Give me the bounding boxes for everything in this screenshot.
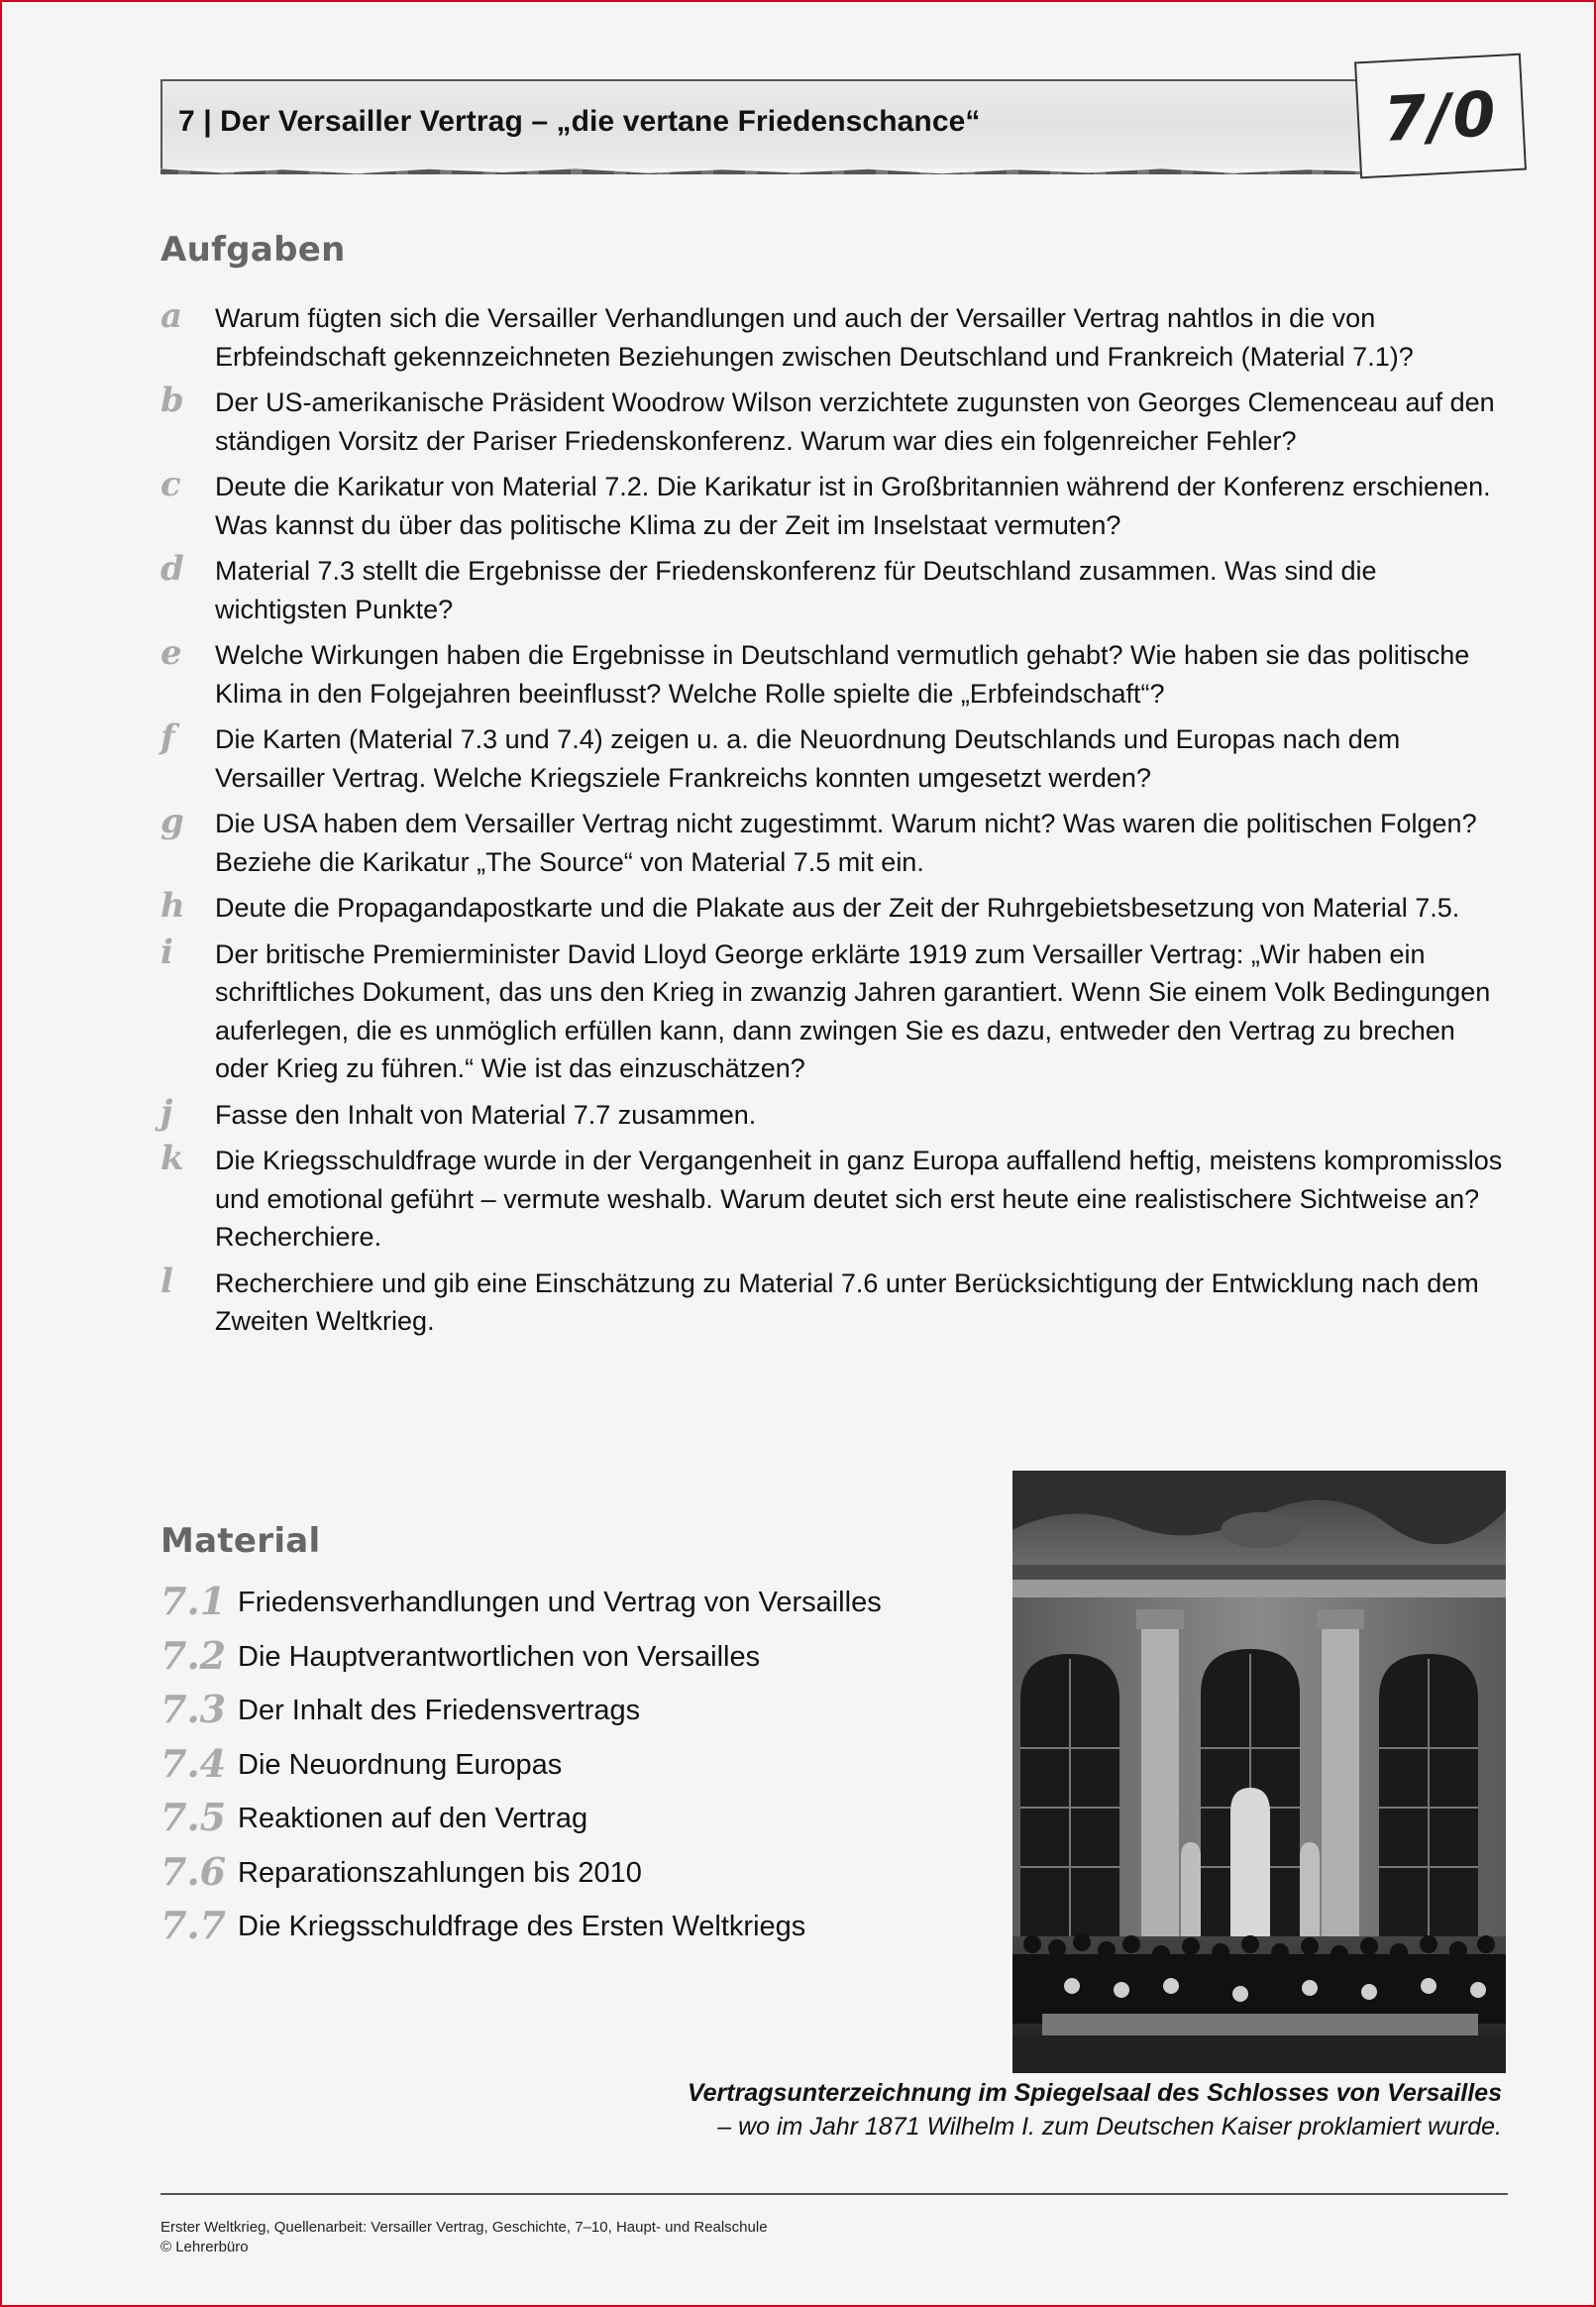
material-label: Die Kriegsschuldfrage des Ersten Weltkriegs: [238, 1911, 806, 1942]
material-item: [160, 1579, 973, 1637]
task-item: [160, 886, 1508, 928]
tasks-heading: Aufgaben: [160, 230, 346, 270]
task-item: [160, 1261, 1508, 1341]
task-letter: e: [160, 633, 182, 673]
task-text: Deute die Karikatur von Material 7.2. Die Karikatur ist in Großbritannien während der Konferenz erschienen. Was kannst du über das politische Klima zu der Zeit im Inselstaat vermuten?: [215, 472, 1491, 540]
material-item: [160, 1848, 973, 1908]
task-letter: k: [160, 1139, 184, 1178]
photo-caption: [688, 2076, 1502, 2143]
task-text: Fasse den Inhalt von Material 7.7 zusammen.: [215, 1099, 757, 1130]
material-number: 7.7: [160, 1903, 227, 1947]
material-label: Friedensverhandlungen und Vertrag von Versailles: [238, 1587, 882, 1618]
caption-text: – wo im Jahr 1871 Wilhelm I. zum Deutschen Kaiser proklamiert wurde.: [717, 2113, 1502, 2141]
page-number: 7/0: [1381, 76, 1500, 156]
task-letter: l: [160, 1261, 173, 1301]
material-label: Die Hauptverantwortlichen von Versailles: [238, 1640, 761, 1673]
material-label: Der Inhalt des Friedensvertrags: [238, 1695, 641, 1726]
task-text: Recherchiere und gib eine Einschätzung zu Material 7.6 unter Berücksichtigung der Entwicklung nach dem Zweiten Weltkrieg.: [215, 1267, 1479, 1336]
material-number: 7.5: [160, 1795, 227, 1839]
task-letter: h: [160, 886, 185, 926]
footer: [160, 2218, 768, 2257]
task-item: [160, 549, 1508, 628]
task-letter: d: [160, 549, 184, 589]
task-item: [160, 381, 1508, 460]
page-number-box: [1354, 54, 1527, 179]
material-number: 7.1: [160, 1579, 227, 1623]
task-text: Die USA haben dem Versailler Vertrag nicht zugestimmt. Warum nicht? Was waren die politischen Folgen? Beziehe die Karikatur „The Source“ von Material 7.5 mit ein.: [215, 809, 1477, 877]
material-item: [160, 1903, 973, 1961]
footer-divider: [160, 2193, 1508, 2195]
task-item: [160, 717, 1508, 797]
material-item: [160, 1632, 973, 1692]
task-list: [160, 296, 1508, 1349]
task-item: [160, 633, 1508, 713]
hall-of-mirrors-photo: [1012, 1471, 1506, 2073]
task-text: Die Karten (Material 7.3 und 7.4) zeigen u. a. die Neuordnung Deutschlands und Europas nach dem Versailler Vertrag. Welche Kriegsziele Frankreichs konnten umgesetzt werden?: [215, 724, 1401, 793]
footer-source: Erster Weltkrieg, Quellenarbeit: Versailler Vertrag, Geschichte, 7–10, Haupt- und Realschule: [160, 2219, 768, 2236]
task-text: Deute die Propagandapostkarte und die Plakate aus der Zeit der Ruhrgebietsbesetzung von Material 7.5.: [215, 893, 1460, 923]
material-item: [160, 1740, 973, 1800]
task-item: [160, 1092, 1508, 1135]
task-letter: c: [160, 465, 181, 504]
task-letter: f: [160, 717, 175, 757]
material-number: 7.4: [160, 1740, 227, 1786]
task-text: Der US-amerikanische Präsident Woodrow Wilson verzichtete zugunsten von Georges Clemenceau auf den ständigen Vorsitz der Pariser Friedenskonferenz. Warum war dies ein folgenreicher Fehler?: [215, 387, 1495, 456]
worksheet-page: [2, 2, 1594, 2305]
footer-copyright: © Lehrerbüro: [160, 2239, 249, 2255]
task-item: [160, 465, 1508, 544]
material-item: [160, 1687, 973, 1745]
page-title: 7 | Der Versailler Vertrag – „die vertane Friedenschance“: [178, 105, 981, 138]
material-number: 7.3: [160, 1687, 227, 1731]
material-number: 7.2: [160, 1632, 227, 1678]
task-letter: j: [160, 1092, 173, 1133]
task-item: [160, 1139, 1508, 1257]
material-heading: Material: [160, 1521, 321, 1561]
caption-title: Vertragsunterzeichnung im Spiegelsaal des Schlosses von Versailles: [687, 2079, 1502, 2107]
task-text: Welche Wirkungen haben die Ergebnisse in Deutschland vermutlich gehabt? Wie haben sie das politische Klima in den Folgejahren beeinflusst? Welche Rolle spielte die „Erbfeindschaft“?: [215, 640, 1470, 709]
material-number: 7.6: [160, 1848, 227, 1894]
task-item: [160, 932, 1508, 1088]
material-item: [160, 1795, 973, 1853]
task-item: [160, 296, 1508, 376]
task-text: Die Kriegsschuldfrage wurde in der Vergangenheit in ganz Europa auffallend heftig, meistens kompromisslos und emotional geführt – vermute weshalb. Warum deutet sich erst heute eine realistischere Sichtweise an? Recherchiere.: [215, 1146, 1503, 1252]
task-item: [160, 802, 1508, 881]
material-label: Reparationszahlungen bis 2010: [238, 1856, 642, 1889]
task-letter: g: [160, 802, 184, 841]
material-list: [160, 1579, 973, 1961]
task-text: Der britische Premierminister David Lloyd George erklärte 1919 zum Versailler Vertrag: „Wir haben ein schriftliches Dokument, das uns den Krieg in zwanzig Jahren garantiert. Wenn Sie einem Volk Bedingungen auferlegen, die es unmöglich erfüllen kann, dann zwingen Sie es dazu, entweder den Vertrag zu brechen oder Krieg zu führen.“ Wie ist das einzuschätzen?: [215, 938, 1491, 1083]
task-letter: b: [160, 381, 184, 420]
material-label: Reaktionen auf den Vertrag: [238, 1803, 588, 1834]
task-letter: i: [160, 932, 173, 972]
task-text: Material 7.3 stellt die Ergebnisse der Friedenskonferenz für Deutschland zusammen. Was sind die wichtigsten Punkte?: [215, 556, 1377, 624]
task-text: Warum fügten sich die Versailler Verhandlungen und auch der Versailler Vertrag nahtlos in die von Erbfeindschaft gekennzeichneten Beziehungen zwischen Deutschland und Frankreich (Material 7.1)?: [215, 303, 1414, 372]
material-label: Die Neuordnung Europas: [238, 1748, 563, 1781]
task-letter: a: [160, 296, 183, 336]
